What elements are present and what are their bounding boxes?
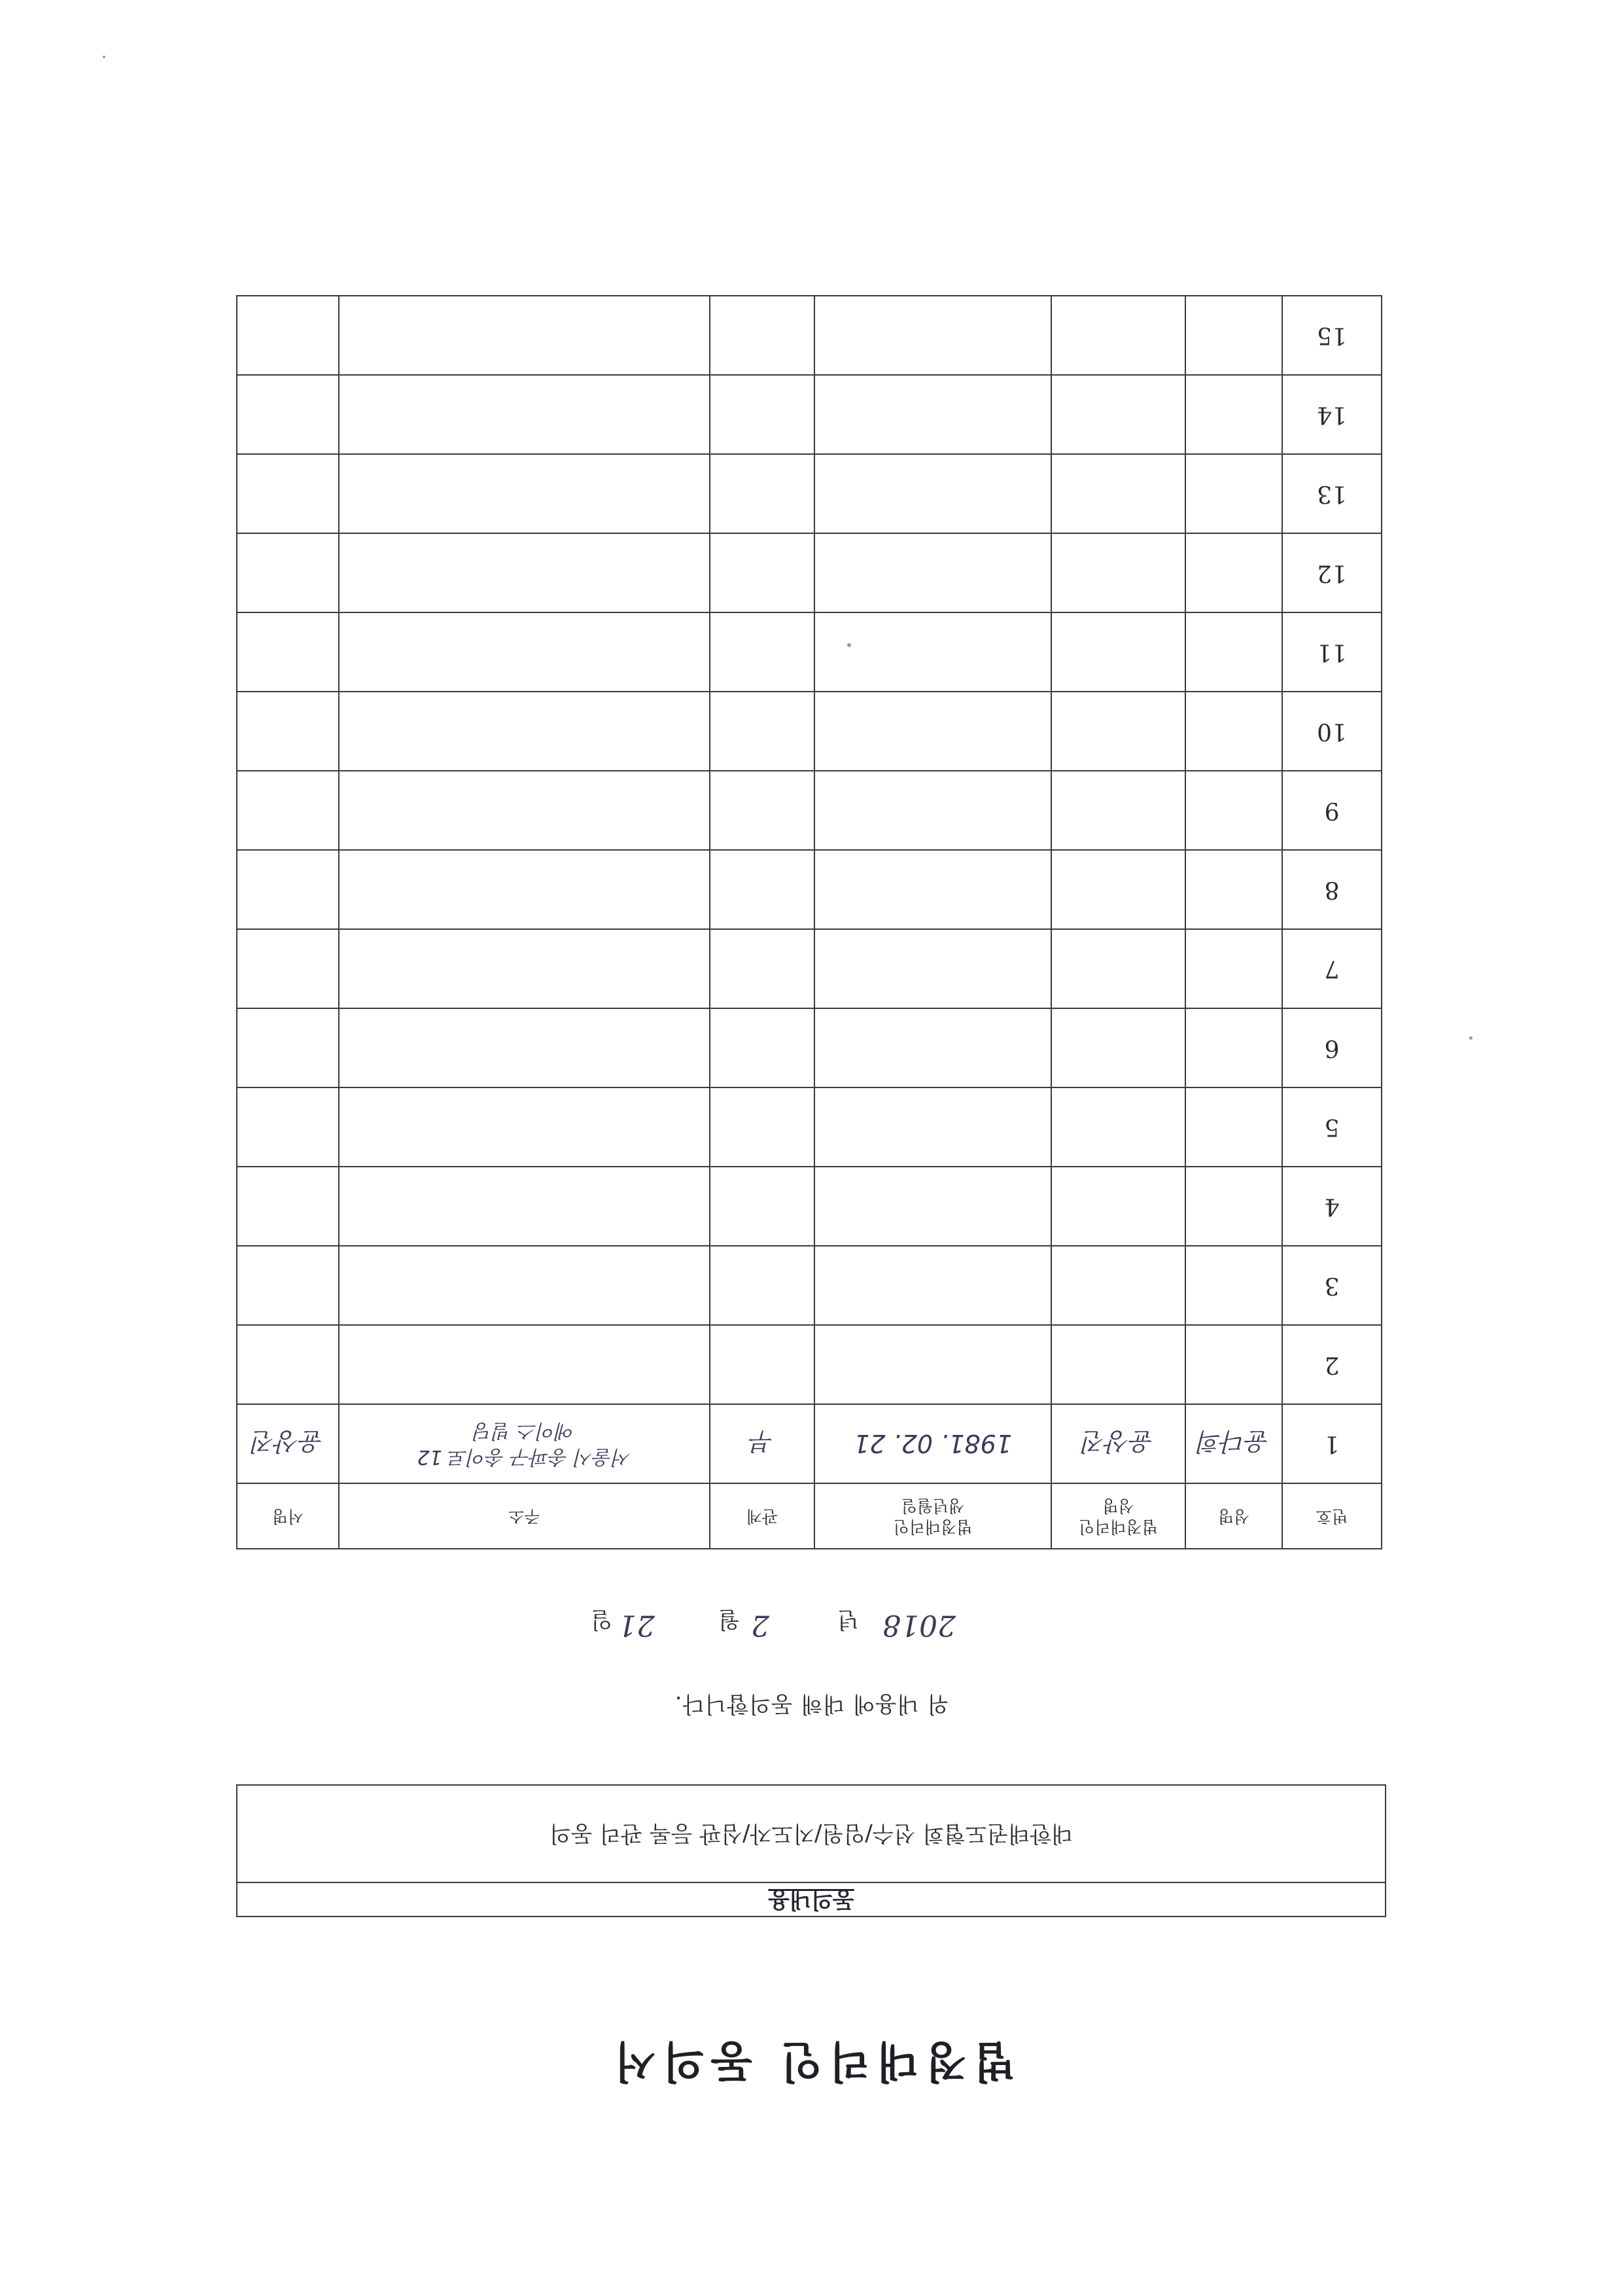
address xyxy=(339,454,710,533)
row-number: 1 xyxy=(1282,1404,1382,1483)
student-name xyxy=(1185,1167,1282,1246)
consent-header-label: 동의내용 xyxy=(768,1886,854,1913)
date-year: 2018 xyxy=(882,1608,956,1642)
table-row xyxy=(237,454,1382,533)
student-name xyxy=(1185,1087,1282,1167)
guardian-name xyxy=(1051,1246,1185,1325)
date-month: 2 xyxy=(751,1608,769,1642)
table-header-row xyxy=(237,1483,1382,1549)
signature: 윤상진 xyxy=(237,1404,339,1483)
table-row xyxy=(237,1167,1382,1246)
row-number: 15 xyxy=(1282,296,1382,375)
guardian-birth xyxy=(814,1008,1051,1087)
guardian-name xyxy=(1051,375,1185,454)
signers-table xyxy=(236,295,1382,1549)
guardian-name xyxy=(1051,692,1185,771)
address xyxy=(339,296,710,375)
address xyxy=(339,612,710,692)
relation xyxy=(710,929,814,1008)
address: 서울시 송파구 송이로 12 에이스 빌딩 xyxy=(339,1404,710,1483)
date-line xyxy=(576,1602,969,1642)
table-row xyxy=(237,1246,1382,1325)
row-number: 12 xyxy=(1282,533,1382,612)
scan-speck xyxy=(847,643,851,647)
guardian-name: 윤상진 xyxy=(1051,1404,1185,1483)
row-number: 2 xyxy=(1282,1325,1382,1404)
address xyxy=(339,929,710,1008)
table-row xyxy=(237,1404,1382,1483)
relation xyxy=(710,454,814,533)
student-name: 윤다희 xyxy=(1185,1404,1282,1483)
signature xyxy=(237,612,339,692)
table-row xyxy=(237,612,1382,692)
row-number: 5 xyxy=(1282,1087,1382,1167)
guardian-name xyxy=(1051,533,1185,612)
scan-speck xyxy=(1469,1036,1473,1040)
student-name xyxy=(1185,612,1282,692)
guardian-name xyxy=(1051,1325,1185,1404)
address xyxy=(339,692,710,771)
header-name: 성명 xyxy=(1185,1483,1282,1549)
guardian-birth xyxy=(814,1167,1051,1246)
header-guardian-name: 법정대리인 성명 xyxy=(1051,1483,1185,1549)
signature xyxy=(237,296,339,375)
table-row xyxy=(237,771,1382,850)
address xyxy=(339,771,710,850)
address xyxy=(339,1087,710,1167)
guardian-birth xyxy=(814,1087,1051,1167)
consent-header xyxy=(237,1882,1385,1916)
signature xyxy=(237,533,339,612)
guardian-birth xyxy=(814,296,1051,375)
header-no: 번호 xyxy=(1282,1483,1382,1549)
guardian-birth xyxy=(814,375,1051,454)
row-number: 7 xyxy=(1282,929,1382,1008)
signature xyxy=(237,1246,339,1325)
row-number: 4 xyxy=(1282,1167,1382,1246)
address xyxy=(339,1167,710,1246)
guardian-name xyxy=(1051,296,1185,375)
header-relation: 관계 xyxy=(710,1483,814,1549)
header-signature: 서명 xyxy=(237,1483,339,1549)
guardian-birth xyxy=(814,454,1051,533)
signature xyxy=(237,929,339,1008)
student-name xyxy=(1185,1008,1282,1087)
address xyxy=(339,1325,710,1404)
row-number: 6 xyxy=(1282,1008,1382,1087)
relation xyxy=(710,375,814,454)
guardian-name xyxy=(1051,850,1185,929)
address xyxy=(339,533,710,612)
row-number: 3 xyxy=(1282,1246,1382,1325)
relation xyxy=(710,850,814,929)
relation xyxy=(710,612,814,692)
date-day-unit: 일 xyxy=(591,1606,612,1633)
guardian-birth xyxy=(814,1325,1051,1404)
student-name xyxy=(1185,692,1282,771)
signature xyxy=(237,454,339,533)
relation xyxy=(710,296,814,375)
relation xyxy=(710,1008,814,1087)
agreement-statement: 위 내용에 대해 동의합니다. xyxy=(674,1691,949,1717)
table-row xyxy=(237,850,1382,929)
table-row xyxy=(237,375,1382,454)
signature xyxy=(237,1008,339,1087)
signature xyxy=(237,1325,339,1404)
table-row xyxy=(237,929,1382,1008)
student-name xyxy=(1185,1246,1282,1325)
date-year-unit: 년 xyxy=(837,1606,859,1633)
table-row xyxy=(237,533,1382,612)
guardian-birth: 1981. 02. 21 xyxy=(814,1404,1051,1483)
student-name xyxy=(1185,771,1282,850)
table-row xyxy=(237,692,1382,771)
relation: 부 xyxy=(710,1404,814,1483)
header-guardian-birth: 법정대리인 생년월일 xyxy=(814,1483,1051,1549)
row-number: 8 xyxy=(1282,850,1382,929)
table-row xyxy=(237,1008,1382,1087)
consent-text: 대한태권도협회 선수/임원/지도자/심판 등록 관리 동의 xyxy=(549,1820,1073,1846)
address xyxy=(339,1246,710,1325)
guardian-birth xyxy=(814,612,1051,692)
guardian-name xyxy=(1051,1087,1185,1167)
signature xyxy=(237,692,339,771)
table-row xyxy=(237,1325,1382,1404)
relation xyxy=(710,1167,814,1246)
student-name xyxy=(1185,454,1282,533)
student-name xyxy=(1185,929,1282,1008)
guardian-birth xyxy=(814,1246,1051,1325)
date-month-unit: 월 xyxy=(718,1606,740,1633)
document-title: 법정대리인 동의서 xyxy=(607,2036,1016,2087)
guardian-name xyxy=(1051,612,1185,692)
signature xyxy=(237,375,339,454)
relation xyxy=(710,1087,814,1167)
guardian-name xyxy=(1051,771,1185,850)
signature xyxy=(237,1087,339,1167)
relation xyxy=(710,771,814,850)
student-name xyxy=(1185,850,1282,929)
guardian-birth xyxy=(814,771,1051,850)
guardian-birth xyxy=(814,929,1051,1008)
row-number: 13 xyxy=(1282,454,1382,533)
relation xyxy=(710,1325,814,1404)
student-name xyxy=(1185,1325,1282,1404)
guardian-birth xyxy=(814,850,1051,929)
relation xyxy=(710,692,814,771)
scan-speck xyxy=(103,56,105,58)
row-number: 9 xyxy=(1282,771,1382,850)
date-day: 21 xyxy=(618,1608,655,1642)
header-address: 주소 xyxy=(339,1483,710,1549)
student-name xyxy=(1185,296,1282,375)
guardian-name xyxy=(1051,1008,1185,1087)
table-row xyxy=(237,1087,1382,1167)
address xyxy=(339,1008,710,1087)
address xyxy=(339,850,710,929)
guardian-birth xyxy=(814,533,1051,612)
relation xyxy=(710,533,814,612)
row-number: 11 xyxy=(1282,612,1382,692)
student-name xyxy=(1185,375,1282,454)
row-number: 14 xyxy=(1282,375,1382,454)
guardian-name xyxy=(1051,454,1185,533)
signature xyxy=(237,771,339,850)
guardian-name xyxy=(1051,1167,1185,1246)
student-name xyxy=(1185,533,1282,612)
row-number: 10 xyxy=(1282,692,1382,771)
signature xyxy=(237,1167,339,1246)
guardian-name xyxy=(1051,929,1185,1008)
consent-box xyxy=(236,1784,1386,1917)
table-row xyxy=(237,296,1382,375)
relation xyxy=(710,1246,814,1325)
signature xyxy=(237,850,339,929)
address xyxy=(339,375,710,454)
guardian-birth xyxy=(814,692,1051,771)
